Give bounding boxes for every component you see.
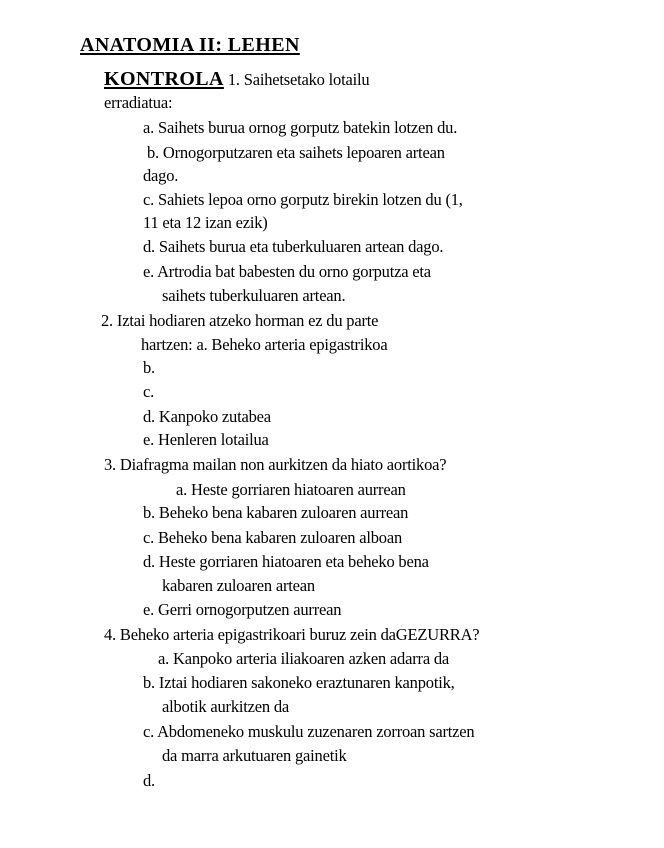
question-4-option-d: d. [143, 771, 155, 790]
question-4-option-a: a. Kanpoko arteria iliakoaren azken adarra da [158, 649, 450, 668]
question-3-option-d-cont: kabaren zuloaren artean [162, 576, 315, 595]
question-1-option-a: a. Saihets burua ornog gorputz batekin lotzen du. [143, 118, 458, 137]
question-1-stem-line2: erradiatua: [104, 93, 173, 112]
question-3-stem: 3. Diafragma mailan non aurkitzen da hiato aortikoa? [104, 455, 447, 474]
question-1-option-b: b. Ornogorputzaren eta saihets lepoaren artean [147, 143, 445, 162]
question-2-stem: 2. Iztai hodiaren atzeko horman ez du parte [101, 311, 379, 330]
question-2-option-d: d. Kanpoko zutabea [143, 407, 271, 426]
question-3-option-a: a. Heste gorriaren hiatoaren aurrean [176, 480, 406, 499]
question-1-option-d: d. Saihets burua eta tuberkuluaren artean dago. [143, 237, 444, 256]
question-2-stem-cont: hartzen: a. Beheko arteria epigastrikoa [141, 335, 388, 354]
question-3-option-b: b. Beheko bena kabaren zuloaren aurrean [143, 503, 409, 522]
question-1-option-b-cont: dago. [143, 166, 179, 185]
question-1-stem-line1 [104, 67, 369, 91]
question-3-option-e: e. Gerri ornogorputzen aurrean [143, 600, 342, 619]
question-3-option-d: d. Heste gorriaren hiatoaren eta beheko bena [143, 552, 429, 571]
question-4-stem: 4. Beheko arteria epigastrikoari buruz zein daGEZURRA? [104, 625, 480, 644]
question-2-option-e: e. Henleren lotailua [143, 430, 269, 449]
question-4-option-b: b. Iztai hodiaren sakoneko eraztunaren kanpotik, [143, 673, 455, 692]
question-1-option-c: c. Sahiets lepoa orno gorputz birekin lotzen du (1, [143, 190, 463, 209]
question-2-option-c: c. [143, 382, 155, 401]
question-2-option-b: b. [143, 358, 155, 377]
question-1-option-e-cont: saihets tuberkuluaren artean. [162, 286, 346, 305]
question-1-option-c-cont: 11 eta 12 izan ezik) [143, 213, 268, 232]
question-3-option-c: c. Beheko bena kabaren zuloaren alboan [143, 528, 403, 547]
question-1-option-e: e. Artrodia bat babesten du orno gorputza eta [143, 262, 431, 281]
question-4-option-c-cont: da marra arkutuaren gainetik [162, 746, 347, 765]
question-4-option-c: c. Abdomeneko muskulu zuzenaren zorroan sartzen [143, 722, 475, 741]
document-title-line2: KONTROLA [104, 68, 224, 90]
question-1-stem: 1. Saihetsetako lotailu [227, 70, 370, 89]
document-title-line1: ANATOMIA II: LEHEN [80, 34, 300, 56]
question-4-option-b-cont: albotik aurkitzen da [162, 697, 290, 716]
